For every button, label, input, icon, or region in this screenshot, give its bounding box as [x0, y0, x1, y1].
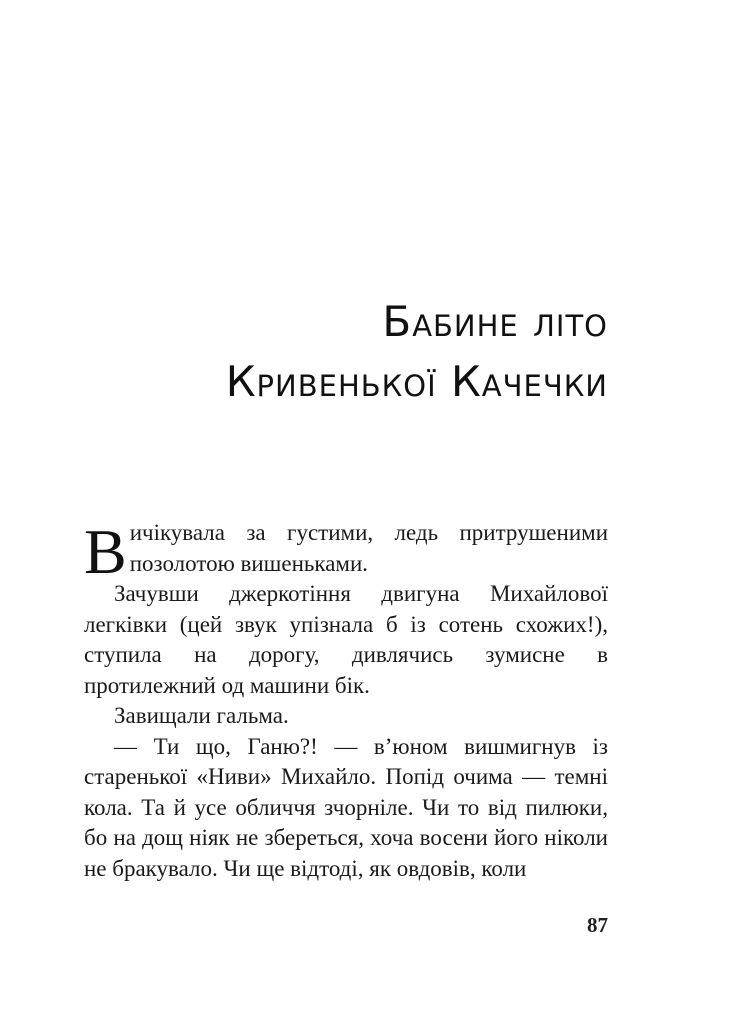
paragraph-1-text: ичікувала за густими, ледь притрушеними позолотою вишеньками. — [129, 520, 608, 576]
chapter-title-line-1: Бабине літо — [382, 297, 608, 346]
drop-cap-letter: В — [84, 516, 127, 587]
paragraph-2: Зачувши джеркотіння двигуна Михайлової легківки (цей звук упізнала б із сотень схожих!), ступила на дорогу, дивлячись зумисне в протилежний од машини бік. — [84, 581, 608, 698]
paragraph-1 — [84, 516, 608, 587]
page-number: 87 — [587, 913, 608, 937]
paragraph-4: — Ти що, Ганю?! — в’юном вишмигнув із старенької «Ниви» Михайло. Попід очима — темні кола. Та й усе обличчя зчорніле. Чи то від пилюки, бо на дощ ніяк не збереться, хоча восени його ніколи не бракувало. Чи ще відтоді, як овдовів, коли — [84, 733, 608, 881]
chapter-title-line-2: Кривенької Качечки — [225, 357, 608, 406]
paragraph-3: Завищали гальма. — [114, 703, 289, 728]
chapter-title — [226, 292, 608, 412]
chapter-body-text — [84, 518, 608, 884]
